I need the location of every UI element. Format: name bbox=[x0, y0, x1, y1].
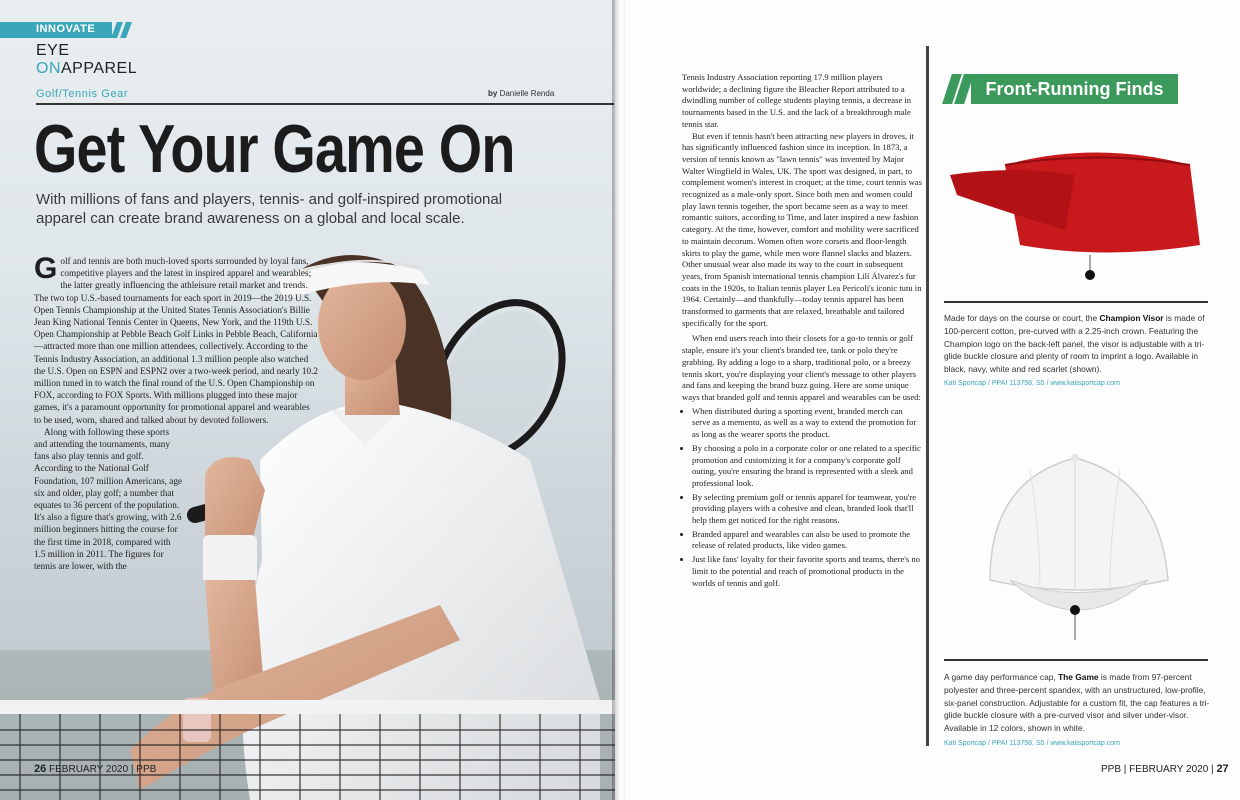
bullet-item: • By choosing a polo in a corporate color or one related to a specific promotion and customizing it for a company's corporate golf outing, you're ensuring the brand is represented with a sleek and professional look. bbox=[692, 443, 922, 490]
article-deck: With millions of fans and players, tennis- and golf-inspired promotional apparel can create brand awareness on a global and local scale. bbox=[36, 191, 503, 227]
article-body-right bbox=[682, 72, 922, 591]
product2-desc-post: is made from 97-percent polyester and three-percent spandex, with an unstructured, low-profile, six-panel construction. Adjustable for a custom fit, the cap features a tri-glide buckle closure with a pre-curved visor and silver under-visor. Available in 12 colors, shown in white. bbox=[944, 672, 1210, 734]
champion-visor-description bbox=[944, 312, 1212, 376]
byline-author: Danielle Renda bbox=[499, 89, 555, 98]
section-label: Golf/Tennis Gear bbox=[36, 88, 129, 100]
logo-line2 bbox=[36, 60, 137, 78]
bullet-item: • Branded apparel and wearables can also be used to promote the release of related products, like video games. bbox=[692, 529, 922, 552]
body-paragraph bbox=[34, 252, 319, 426]
product1-name: Champion Visor bbox=[1099, 313, 1164, 323]
bullet-item: • When distributed during a sporting event, branded merch can serve as a memento, as well as a way to extend the promotion for as long as the wearer sports the product. bbox=[692, 406, 922, 441]
folio-left-text: FEBRUARY 2020 | PPB bbox=[49, 764, 157, 775]
the-game-cap-description bbox=[944, 671, 1212, 735]
product-rule bbox=[944, 659, 1208, 661]
folio-right-text: PPB | FEBRUARY 2020 | bbox=[1101, 764, 1214, 775]
champion-visor-source: Kati Sportcap / PPAI 113758, S5 / www.katisportcap.com bbox=[944, 380, 1120, 387]
article-title: Get Your Game On bbox=[34, 111, 515, 187]
page-number-right: 27 bbox=[1216, 763, 1229, 775]
sidebar-title: Front-Running Finds bbox=[971, 74, 1178, 104]
bullet-list bbox=[682, 406, 922, 590]
folio-right bbox=[1101, 763, 1229, 775]
product-rule bbox=[944, 301, 1208, 303]
header-rule bbox=[36, 103, 614, 105]
right-page bbox=[625, 0, 1240, 800]
left-page bbox=[0, 0, 615, 800]
eye-on-apparel-logo bbox=[36, 42, 137, 78]
logo-line1: EYE bbox=[36, 42, 70, 59]
column-divider bbox=[926, 46, 929, 746]
product1-desc-post: is made of 100-percent cotton, pre-curved with a 2.25-inch crown. Featuring the Champion logo on the back-left panel, the visor is adjustable with a tri-glide buckle closure and plenty of room to imprint a logo. Available in black, navy, white and red scarlet (shown). bbox=[944, 313, 1205, 375]
product2-desc-pre: A game day performance cap, bbox=[944, 672, 1059, 682]
the-game-cap-image bbox=[970, 440, 1180, 650]
bullet-item: • By selecting premium golf or tennis apparel for teamwear, you're providing players with a cohesive and clean, branded look that'll help them get noticed for the right reasons. bbox=[692, 492, 922, 527]
logo-on: ON bbox=[36, 60, 61, 77]
folio-left bbox=[34, 763, 156, 775]
byline-prefix: by bbox=[488, 89, 498, 98]
front-running-finds-banner bbox=[945, 74, 1178, 104]
product2-name: The Game bbox=[1058, 672, 1099, 682]
body-paragraph-1-text: olf and tennis are both much-loved sports surrounded by loyal fans, competitive players and the latest in inspired apparel and wearables; the latter greatly influencing the athleisure retail market and trends. The two top U.S.-based tournaments for each sport in 2019—the 2019 U.S. Open Tennis Championship at the United States Tennis Association's Billie Jean King National Tennis Center in Queens, New York, and the 119th U.S. Open Championship at Pebble Beach Golf Links in Pebble Beach, California—attracted more than one million attendees, collectively. According to the Tennis Industry Association, an additional 1.3 million people also watched the U.S. Open on ESPN and ESPN2 over a two-week period, and nearly 10.2 million tuned in to watch the final round of the U.S. Open Championship on FOX, according to FOX Sports. With millions plugged into these major games, it's a paramount opportunity for promotional apparel and wearables to be used, worn, shared and talked about by devoted followers. bbox=[34, 256, 318, 425]
article-body-left bbox=[34, 252, 324, 572]
champion-visor-image bbox=[945, 135, 1205, 285]
section-tab-label: INNOVATE bbox=[36, 23, 96, 35]
the-game-cap-source: Kati Sportcap / PPAI 113758, S5 / www.katisportcap.com bbox=[944, 740, 1120, 747]
page-number-left: 26 bbox=[34, 763, 47, 775]
body-paragraph: But even if tennis hasn't been attracting new players in droves, it has significantly influenced fashion since its inception. In 1873, a version of tennis known as "lawn tennis" was invented by Major Walter Wingfield in Wales, UK. The sport was designed, in part, to complement women's interest in croquet; at the time, court tennis was recognized as a male-only sport. Since both men and women could play lawn tennis together, the sport became seen as a way to meet romantic suitors, according to Time, and later inspired a new fashion category. At the time, however, comfort and mobility were sacrificed to maintain decorum. Women often wore corsets and floor-length skirts to play the game, while men wore flannel slacks and blazers. Other unusual wear also made its way to the court in subsequent years, from Spanish international tennis champion Lilí Álvarez's fur coats in the 1920s, to Italian tennis player Lea Pericoli's iconic tutu in 1964. Certainly—and thankfully—today tennis apparel has been transformed to garments that are relaxed, breathable and tailored specifically for the sport. bbox=[682, 130, 922, 328]
byline bbox=[488, 89, 554, 98]
bullet-item: • Just like fans' loyalty for their favorite sports and teams, there's no limit to the potential and reach of promotional products in the worlds of tennis and golf. bbox=[692, 554, 922, 589]
dropcap: G bbox=[34, 252, 58, 285]
body-paragraph-2-text: Along with following these sports and attending the tournaments, many fans also play tennis and golf. According to the National Golf Foundation, 107 million Americans, age six and older, play golf; a number that equates to 36 percent of the population. It's also a figure that's growing, with 2.6 million beginners hitting the course for the first time in 2018, compared with 1.5 million in 2011. The figures for tennis are lower, with the bbox=[34, 426, 182, 572]
body-paragraph: When end users reach into their closets for a go-to tennis or golf staple, ensure it's your client's branded tee, tank or polo they're grabbing. By adding a logo to a sharp, traditional polo, or a breezy tennis skort, you're displaying your client's message to other players and fans and keeping the brand buzz going. Here are some unique ways that branded golf and tennis apparel and wearables can be used: bbox=[682, 333, 921, 402]
body-paragraph bbox=[34, 426, 184, 572]
product1-desc-pre: Made for days on the course or court, the bbox=[944, 313, 1100, 323]
logo-apparel: APPAREL bbox=[61, 60, 138, 77]
body-paragraph: Tennis Industry Association reporting 17.9 million players worldwide; a declining figure the Bleacher Report attributed to a dwindling number of college students playing tennis, a decrease in tournaments based in the U.S. and the lack of a breakthrough male tennis star. bbox=[682, 72, 912, 129]
